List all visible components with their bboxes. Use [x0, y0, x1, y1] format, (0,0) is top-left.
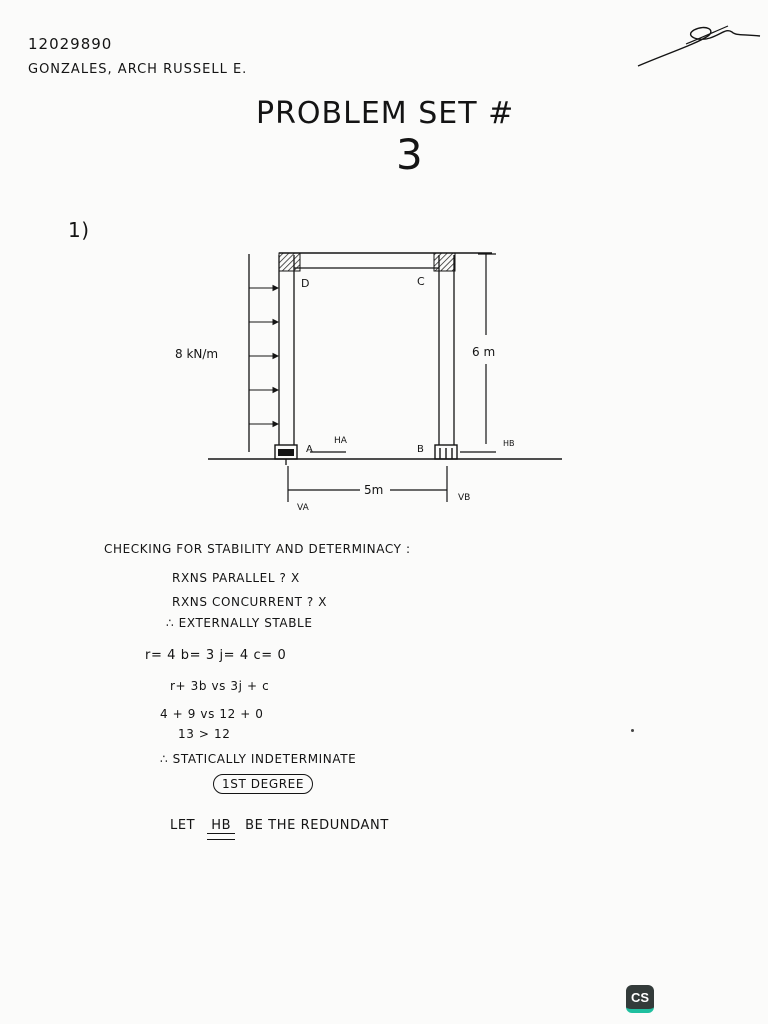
reaction-vb-label: VB: [458, 493, 471, 503]
joint-d-hatch: [279, 253, 300, 271]
reaction-hb-label: HB: [503, 439, 515, 448]
joint-d-label: D: [301, 277, 310, 290]
beam-dc: [279, 253, 492, 268]
indeterminate-conclusion: ∴ STATICALLY INDETERMINATE: [160, 752, 357, 766]
joint-c-label: C: [417, 275, 425, 288]
signature: [636, 22, 762, 70]
redundant-rest: BE THE REDUNDANT: [245, 818, 389, 833]
joint-c-hatch: [434, 253, 455, 271]
stray-mark: [631, 729, 634, 732]
height-label: 6 m: [472, 345, 496, 359]
frame-diagram: [160, 240, 580, 520]
reactions-concurrent-check: RXNS CONCURRENT ? X: [172, 595, 328, 609]
member-counts: r= 4 b= 3 j= 4 c= 0: [145, 648, 287, 663]
redundant-statement: [170, 818, 389, 833]
column-bc: [439, 255, 454, 445]
load-label: 8 kN/m: [175, 347, 219, 361]
redundant-variable: HB: [211, 818, 232, 833]
reaction-va-label: VA: [297, 503, 309, 513]
degree-of-indeterminacy: 1ST DEGREE: [213, 774, 313, 794]
determinacy-result: 13 > 12: [178, 727, 231, 741]
span-label: 5m: [364, 483, 384, 497]
stability-check-heading: CHECKING FOR STABILITY AND DETERMINACY :: [104, 542, 411, 556]
support-b: [435, 445, 457, 459]
joint-b-label: B: [417, 444, 424, 455]
support-a: [275, 445, 297, 465]
student-id: 12029890: [28, 35, 113, 53]
column-ad: [279, 255, 294, 445]
scanner-logo: CS: [626, 985, 654, 1013]
externally-stable-conclusion: ∴ EXTERNALLY STABLE: [166, 616, 313, 630]
distributed-load: [249, 254, 278, 452]
title-line2: 3: [396, 130, 424, 179]
determinacy-substitution: 4 + 9 vs 12 + 0: [160, 707, 264, 721]
joint-a-label: A: [306, 444, 313, 455]
redundant-let: LET: [170, 818, 196, 833]
determinacy-formula: r+ 3b vs 3j + c: [170, 679, 270, 693]
student-name: GONZALES, ARCH RUSSELL E.: [28, 62, 248, 77]
problem-number: 1): [68, 218, 90, 242]
reaction-ha-label: HA: [334, 436, 347, 446]
title-line1: PROBLEM SET #: [256, 96, 515, 131]
reactions-parallel-check: RXNS PARALLEL ? X: [172, 571, 300, 585]
